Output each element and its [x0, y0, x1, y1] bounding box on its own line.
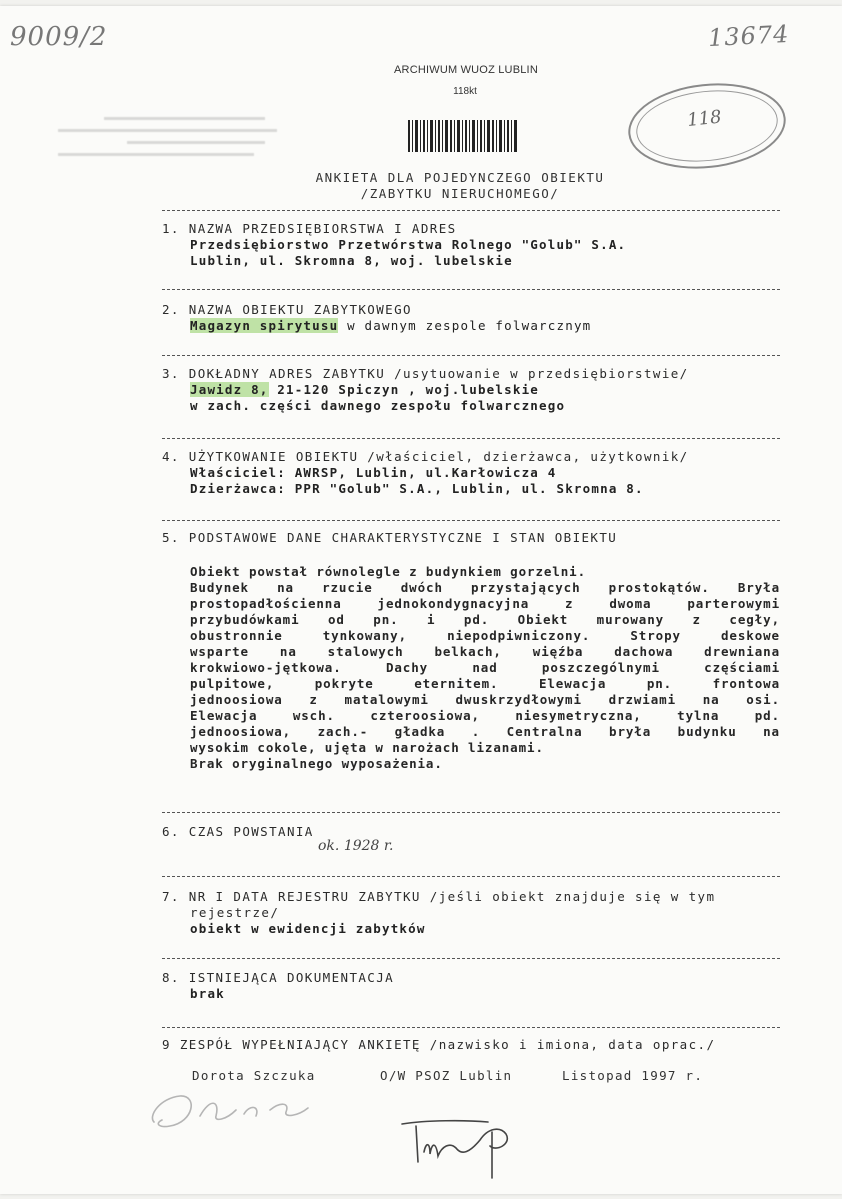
- section-7: [162, 889, 782, 937]
- address-highlight: Jawidz 8,: [190, 382, 269, 397]
- archive-header: ARCHIWUM WUOZ LUBLIN: [394, 64, 538, 76]
- description-line: Brak oryginalnego wyposażenia.: [190, 756, 443, 771]
- form-title: ANKIETA DLA POJEDYNCZEGO OBIEKTU: [315, 170, 605, 185]
- description-line: Budynek na rzucie dwóch przystających prostokątów. Bryła: [190, 580, 780, 595]
- stamp-number: 118: [686, 106, 723, 131]
- section-6-label: 6. CZAS POWSTANIA: [162, 824, 314, 839]
- section-9: [162, 1037, 782, 1053]
- description-line: Obiekt powstał równolegle z budynkiem gorzelni.: [190, 564, 587, 579]
- section-divider: [162, 1027, 780, 1028]
- section-2: [162, 302, 782, 334]
- section-9-label: 9 ZESPÓŁ WYPEŁNIAJĄCY ANKIETĘ /nazwisko i imiona, data oprac./: [162, 1037, 716, 1052]
- handwritten-file-number: 9009/2: [10, 22, 108, 52]
- author-organization: O/W PSOZ Lublin: [380, 1068, 513, 1083]
- description-line: obustronnie tynkowany, niepodpiwniczony. Stropy deskowe: [190, 628, 780, 643]
- author-name: Dorota Szczuka: [192, 1068, 316, 1083]
- section-4-label: 4. UŻYTKOWANIE OBIEKTU /właściciel, dzierżawca, użytkownik/: [162, 449, 689, 464]
- section-1-label: 1. NAZWA PRZEDSIĘBIORSTWA I ADRES: [162, 221, 457, 236]
- description-line: wysokim cokole, ujęta w narożach lizanami.: [190, 740, 544, 755]
- form-subtitle: /ZABYTKU NIERUCHOMEGO/: [360, 186, 560, 201]
- section-divider: [162, 520, 780, 521]
- handwritten-archive-number: 13674: [707, 19, 791, 53]
- signature-approver: [396, 1112, 526, 1182]
- section-5: [162, 530, 782, 546]
- section-5-description: [190, 564, 780, 772]
- section-4-line-2: Dzierżawca: PPR "Golub" S.A., Lublin, ul. Skromna 8.: [190, 481, 644, 496]
- section-2-label: 2. NAZWA OBIEKTU ZABYTKOWEGO: [162, 302, 412, 317]
- description-line: jednoosiowa z matalowymi dwuskrzydłowymi drzwiami na osi.: [190, 692, 780, 707]
- section-divider: [162, 438, 780, 439]
- description-line: przybudówkami od pn. i pd. Obiekt murowany z cegły,: [190, 612, 780, 627]
- description-line: jednoosiowa, zach.- gładka . Centralna bryła budynku na: [190, 724, 780, 739]
- section-divider: [162, 210, 780, 211]
- section-3-line-2: w zach. części dawnego zespołu folwarcznego: [190, 398, 566, 413]
- archive-code: 118kt: [453, 86, 477, 97]
- completion-date: Listopad 1997 r.: [562, 1068, 704, 1083]
- description-line: wsparte na stalowych belkach, więźba dachowa drewniana: [190, 644, 780, 659]
- section-8-value: brak: [190, 986, 225, 1001]
- section-divider: [162, 812, 780, 813]
- description-line: krokwiowo-jętkowa. Dachy nad poszczególnymi częściami: [190, 660, 780, 675]
- barcode: [408, 120, 518, 152]
- section-3: [162, 366, 782, 414]
- section-divider: [162, 958, 780, 959]
- description-line: Elewacja wsch. czteroosiowa, niesymetryczna, tylna pd.: [190, 708, 780, 723]
- section-5-label: 5. PODSTAWOWE DANE CHARAKTERYSTYCZNE I STAN OBIEKTU: [162, 530, 618, 545]
- section-1: [162, 221, 782, 269]
- object-name-highlight: Magazyn spirytusu: [190, 318, 339, 333]
- description-line: prostopadłościenna jednokondygnacyjna z dwoma parterowymi: [190, 596, 780, 611]
- section-1-line-1: Przedsiębiorstwo Przetwórstwa Rolnego "Golub" S.A.: [190, 237, 627, 252]
- section-7-value: obiekt w ewidencji zabytków: [190, 921, 426, 936]
- section-6: [162, 824, 782, 840]
- section-8: [162, 970, 782, 1002]
- handwritten-date: ok. 1928 r.: [318, 838, 394, 854]
- section-divider: [162, 876, 780, 877]
- section-7-label: 7. NR I DATA REJESTRU ZABYTKU /jeśli obiekt znajduje się w tym: [162, 889, 716, 904]
- description-line: pulpitowe, pokryte eternitem. Elewacja pn. frontowa: [190, 676, 780, 691]
- signature-author: [140, 1086, 340, 1136]
- section-4: [162, 449, 782, 497]
- section-1-line-2: Lublin, ul. Skromna 8, woj. lubelskie: [190, 253, 513, 268]
- section-4-line-1: Właściciel: AWRSP, Lublin, ul.Karłowicza 4: [190, 465, 557, 480]
- section-3-label: 3. DOKŁADNY ADRES ZABYTKU /usytuowanie w przedsiębiorstwie/: [162, 366, 689, 381]
- address-rest: 21-120 Spiczyn , woj.lubelskie: [277, 382, 540, 397]
- section-8-label: 8. ISTNIEJĄCA DOKUMENTACJA: [162, 970, 395, 985]
- section-divider: [162, 289, 780, 290]
- section-7-label-cont: rejestrze/: [190, 905, 280, 920]
- object-name-rest: w dawnym zespole folwarcznym: [347, 318, 592, 333]
- section-divider: [162, 355, 780, 356]
